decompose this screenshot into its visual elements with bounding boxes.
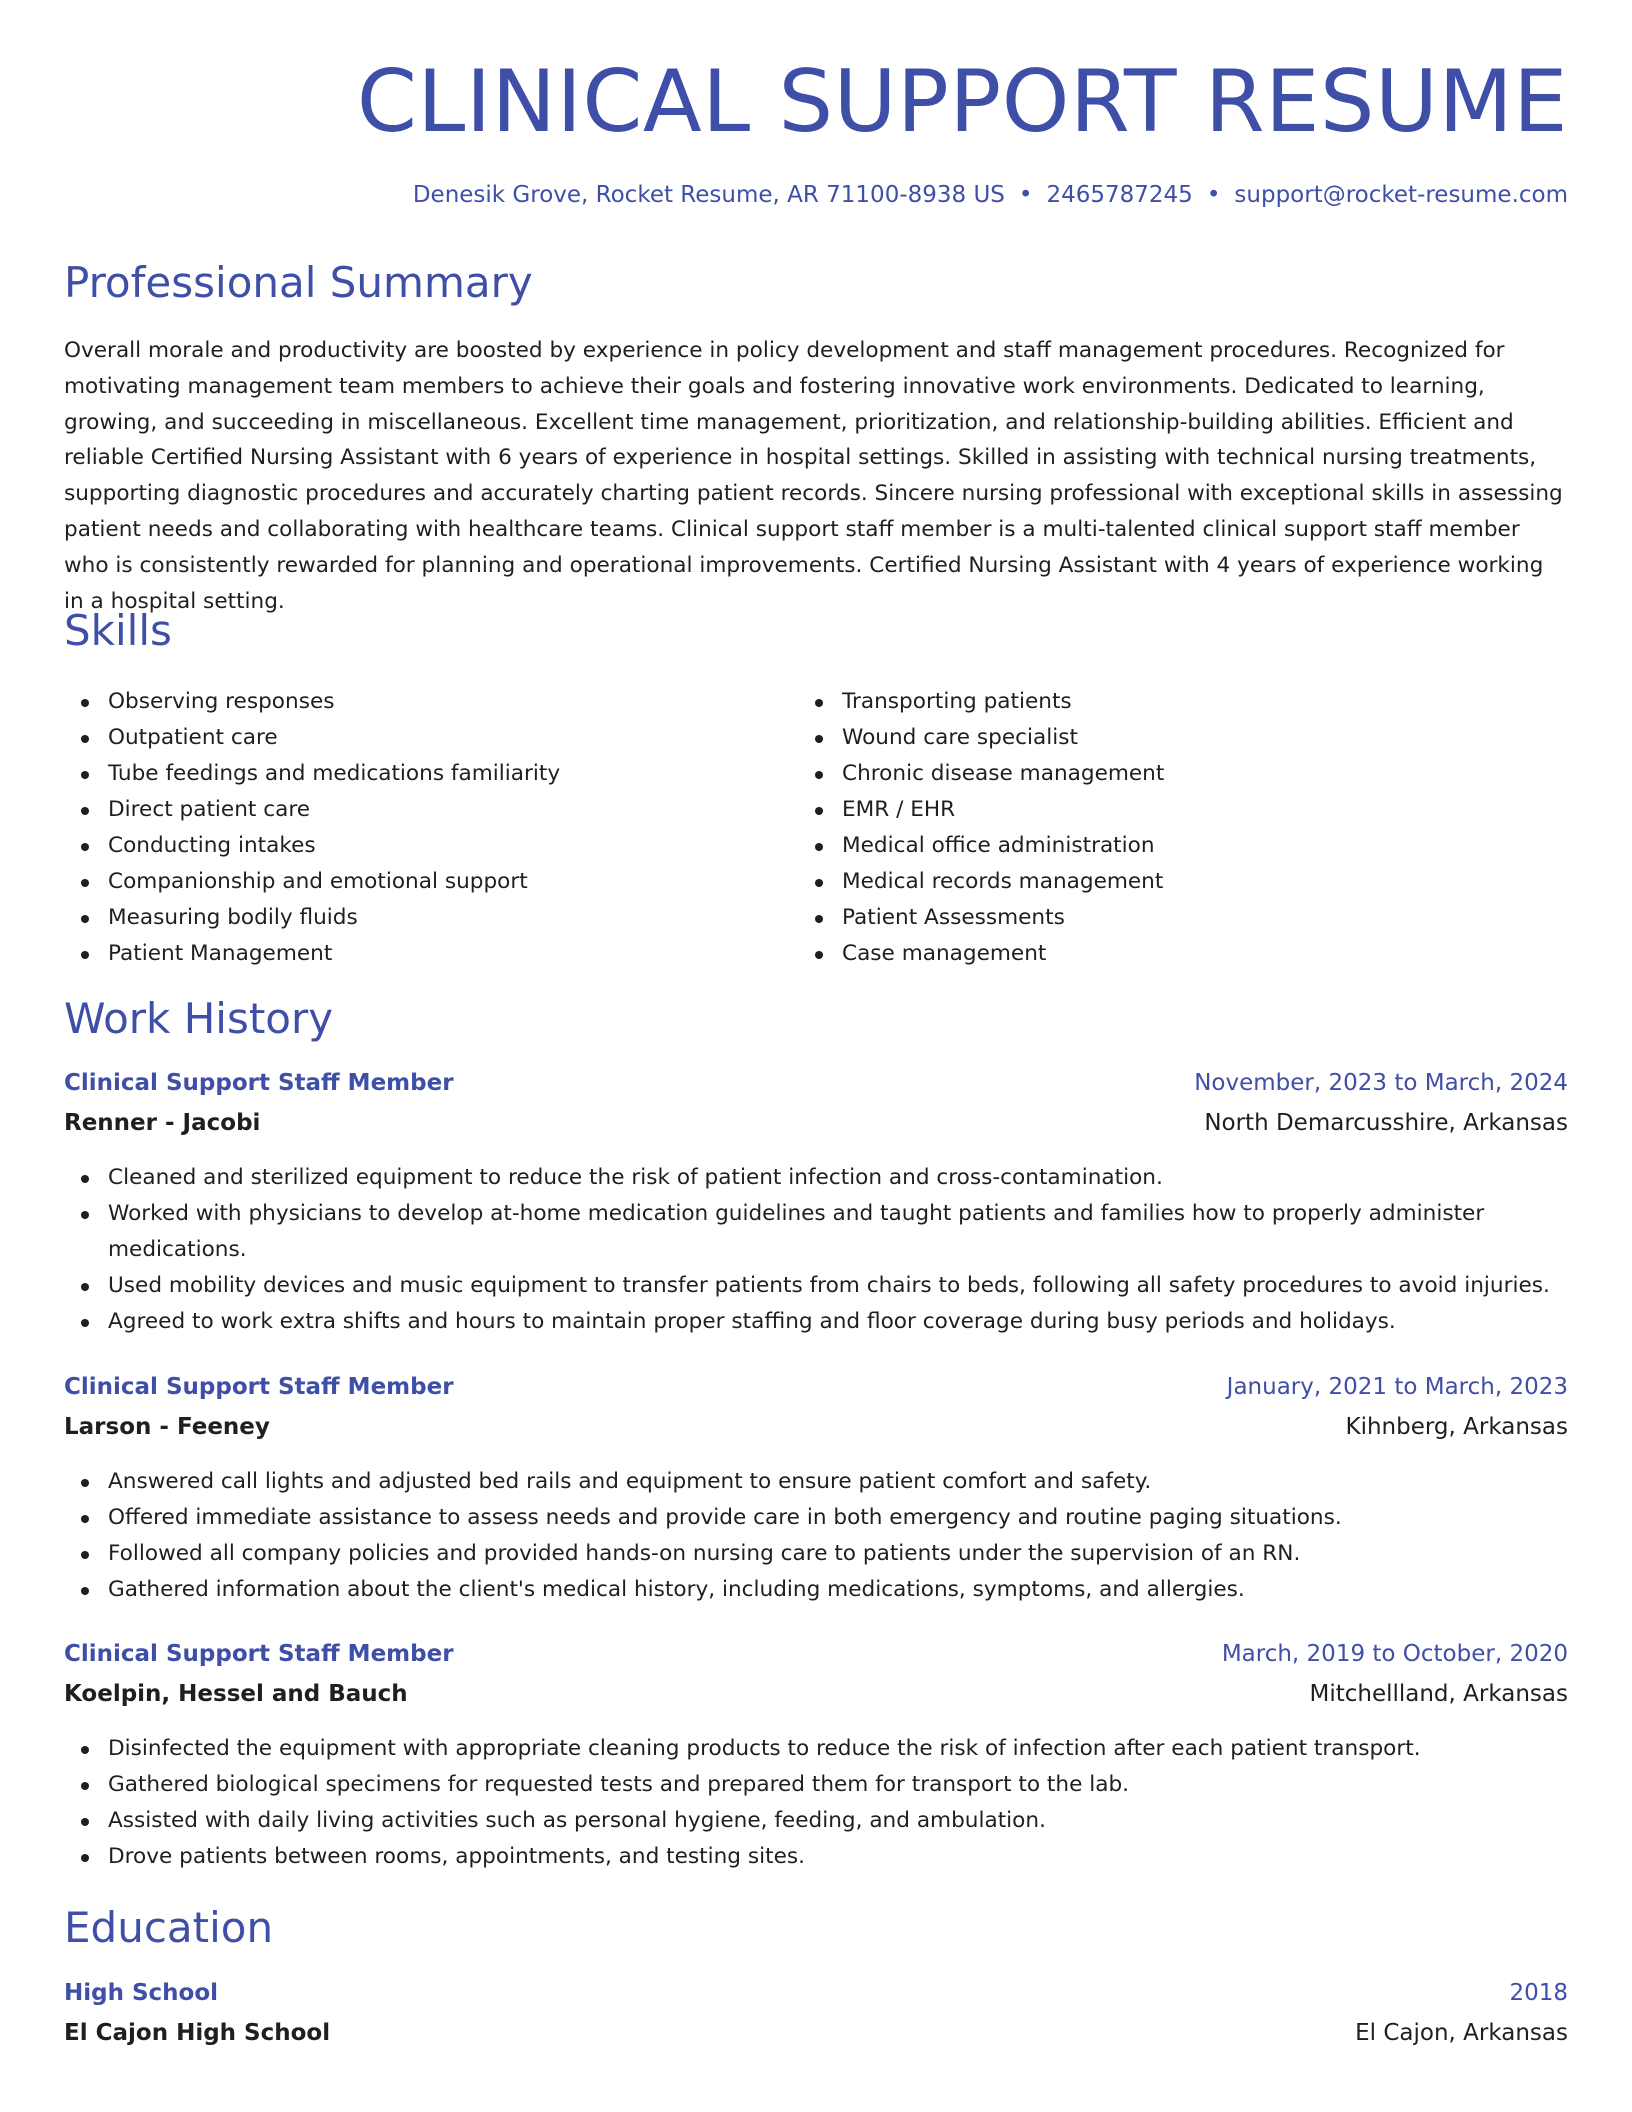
skill-item: Direct patient care	[64, 792, 764, 828]
job-entry	[64, 1070, 1568, 1340]
job-company-row	[64, 1681, 1568, 1721]
summary-heading: Professional Summary	[64, 258, 533, 307]
summary-text: Overall morale and productivity are boosted by experience in policy development and staff management procedures. Recognized for motivating management team members to achieve their goals and fostering innovative work environments. Dedicated to learning, growing, and succeeding in miscellaneous. Excellent time management, prioritization, and relationship-building abilities. Efficient and reliable Certified Nursing Assistant with 6 years of experience in hospital settings. Skilled in assisting with technical nursing treatments, supporting diagnostic procedures and accurately charting patient records. Sincere nursing professional with exceptional skills in assessing patient needs and collaborating with healthcare teams. Clinical support staff member is a multi-talented clinical support staff member who is consistently rewarded for planning and operational improvements. Certified Nursing Assistant with 4 years of experience working in a hospital setting.	[64, 338, 1563, 614]
skills-heading: Skills	[64, 606, 172, 655]
job-company-row	[64, 1414, 1568, 1454]
job-location: Kihnberg, Arkansas	[1345, 1414, 1568, 1440]
job-duty: Disinfected the equipment with appropriate cleaning products to reduce the risk of infection after each patient transport.	[64, 1731, 1568, 1767]
job-duty: Used mobility devices and music equipment to transfer patients from chairs to beds, following all safety procedures to avoid injuries.	[64, 1268, 1568, 1304]
job-duty: Offered immediate assistance to assess needs and provide care in both emergency and routine paging situations.	[64, 1500, 1568, 1536]
job-duty: Followed all company policies and provided hands-on nursing care to patients under the supervision of an RN.	[64, 1536, 1568, 1572]
education-header-row	[64, 1980, 1568, 2020]
skill-item: Measuring bodily fluids	[64, 900, 764, 936]
job-dates: March, 2019 to October, 2020	[1221, 1641, 1568, 1667]
job-duty: Assisted with daily living activities such as personal hygiene, feeding, and ambulation.	[64, 1803, 1568, 1839]
job-duties	[64, 1464, 1568, 1608]
job-company: Renner - Jacobi	[64, 1110, 261, 1136]
education-school: El Cajon High School	[64, 2020, 331, 2046]
job-duty: Answered call lights and adjusted bed rails and equipment to ensure patient comfort and safety.	[64, 1464, 1568, 1500]
skill-item: Patient Assessments	[798, 900, 1498, 936]
skill-item: Patient Management	[64, 936, 764, 972]
contact-phone: 2465787245	[1046, 182, 1193, 208]
job-duties	[64, 1731, 1568, 1875]
job-company: Larson - Feeney	[64, 1414, 270, 1440]
contact-separator: •	[1206, 182, 1221, 208]
job-duties	[64, 1160, 1568, 1340]
resume-title: CLINICAL SUPPORT RESUME	[356, 52, 1568, 152]
job-header-row	[64, 1070, 1568, 1110]
skill-item: Case management	[798, 936, 1498, 972]
job-duty: Gathered information about the client's medical history, including medications, symptoms, and allergies.	[64, 1572, 1568, 1608]
contact-separator: •	[1018, 182, 1033, 208]
job-header-row	[64, 1374, 1568, 1414]
skill-item: Conducting intakes	[64, 828, 764, 864]
job-dates: November, 2023 to March, 2024	[1194, 1070, 1568, 1096]
contact-address: Denesik Grove, Rocket Resume, AR 71100-8938 US	[412, 182, 1005, 208]
skills-list-left	[64, 684, 764, 972]
contact-email: support@rocket-resume.com	[1234, 182, 1568, 208]
job-duty: Worked with physicians to develop at-home medication guidelines and taught patients and families how to properly administer medications.	[64, 1196, 1568, 1268]
job-company-row	[64, 1110, 1568, 1150]
skill-item: EMR / EHR	[798, 792, 1498, 828]
skill-item: Companionship and emotional support	[64, 864, 764, 900]
education-entry	[64, 1980, 1568, 2060]
education-school-row	[64, 2020, 1568, 2060]
job-dates: January, 2021 to March, 2023	[1226, 1374, 1568, 1400]
skill-item: Transporting patients	[798, 684, 1498, 720]
job-title: Clinical Support Staff Member	[64, 1374, 454, 1400]
skill-item: Medical records management	[798, 864, 1498, 900]
job-duty: Agreed to work extra shifts and hours to maintain proper staffing and floor coverage during busy periods and holidays.	[64, 1304, 1568, 1340]
job-title: Clinical Support Staff Member	[64, 1641, 454, 1667]
job-duty: Cleaned and sterilized equipment to reduce the risk of patient infection and cross-contamination.	[64, 1160, 1568, 1196]
education-heading: Education	[64, 1903, 274, 1952]
contact-line	[413, 182, 1568, 208]
skill-item: Observing responses	[64, 684, 764, 720]
skill-item: Chronic disease management	[798, 756, 1498, 792]
skill-item: Wound care specialist	[798, 720, 1498, 756]
education-location: El Cajon, Arkansas	[1355, 2020, 1568, 2046]
job-location: Mitchellland, Arkansas	[1309, 1681, 1568, 1707]
job-location: North Demarcusshire, Arkansas	[1204, 1110, 1568, 1136]
job-header-row	[64, 1641, 1568, 1681]
job-title: Clinical Support Staff Member	[64, 1070, 454, 1096]
job-entry	[64, 1641, 1568, 1875]
job-entry	[64, 1374, 1568, 1608]
job-duty: Gathered biological specimens for requested tests and prepared them for transport to the lab.	[64, 1767, 1568, 1803]
job-duty: Drove patients between rooms, appointments, and testing sites.	[64, 1839, 1568, 1875]
skill-item: Outpatient care	[64, 720, 764, 756]
education-degree: High School	[64, 1980, 219, 2006]
job-company: Koelpin, Hessel and Bauch	[64, 1681, 408, 1707]
skills-list-right	[798, 684, 1498, 972]
work-history-heading: Work History	[64, 994, 334, 1043]
skill-item: Tube feedings and medications familiarity	[64, 756, 764, 792]
education-year: 2018	[1509, 1980, 1568, 2006]
skill-item: Medical office administration	[798, 828, 1498, 864]
